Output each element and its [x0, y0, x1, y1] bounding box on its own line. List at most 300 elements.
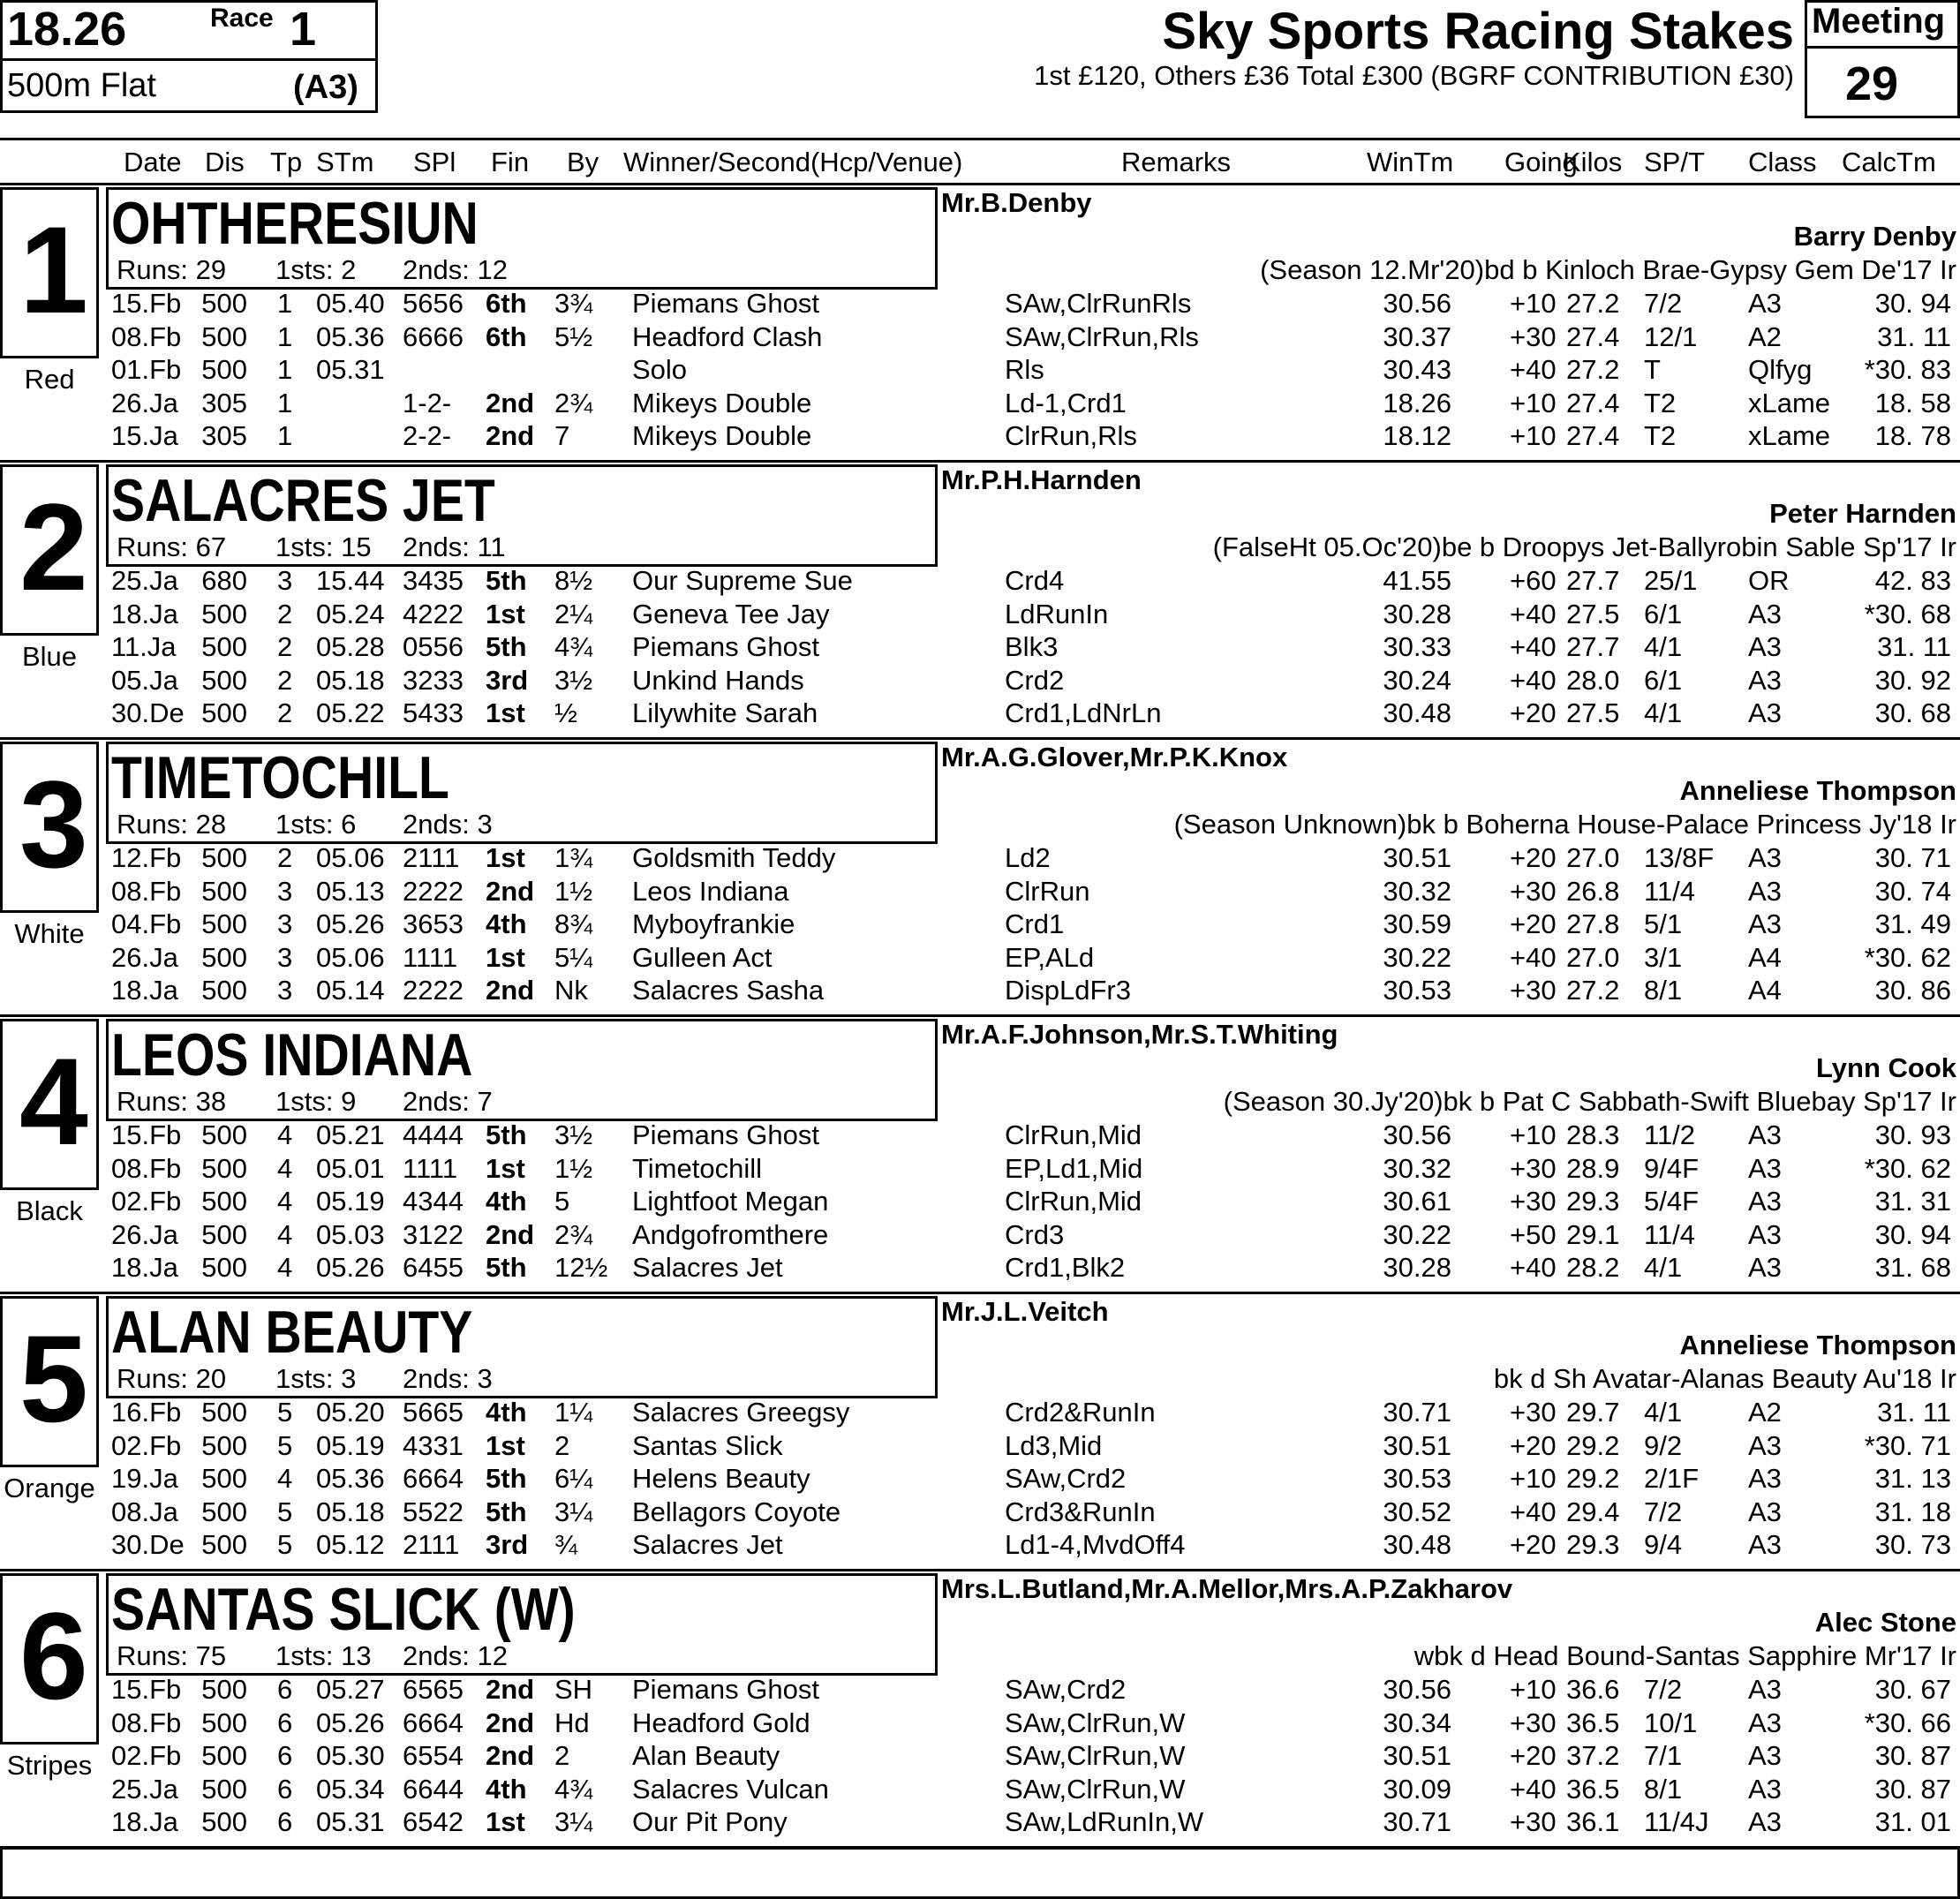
- form-calc-time: 31. 11: [1877, 631, 1951, 662]
- form-sectional-time: 05.36: [316, 320, 385, 352]
- form-winner-second: Mikeys Double: [632, 420, 812, 451]
- form-date: 08.Ja: [111, 1496, 178, 1527]
- form-trap: 5: [277, 1529, 293, 1560]
- form-going: +40: [1510, 598, 1557, 629]
- form-date: 18.Ja: [111, 1806, 178, 1837]
- form-date: 25.Ja: [111, 1773, 178, 1805]
- form-remarks: Crd1,LdNrLn: [1005, 697, 1162, 728]
- form-distance: 500: [201, 975, 247, 1006]
- form-class: A3: [1748, 1740, 1782, 1771]
- trap-colour: Blue: [21, 641, 78, 672]
- seconds-count: 2nds: 7: [403, 1086, 493, 1117]
- runs-count: Runs: 28: [117, 809, 227, 840]
- form-winning-time: 30.51: [1383, 1740, 1451, 1771]
- form-distance: 500: [201, 288, 247, 319]
- form-sectional-places: 4331: [403, 1429, 464, 1461]
- form-finish: 1st: [486, 941, 525, 973]
- breeding: (Season 30.Jy'20)bk b Pat C Sabbath-Swift Bluebay Sp'17 Ir: [1223, 1086, 1956, 1117]
- form-finish: 2nd: [486, 387, 535, 418]
- form-date: 30.De: [111, 697, 185, 728]
- form-going: +30: [1510, 975, 1557, 1006]
- form-finish: 5th: [486, 1463, 527, 1494]
- form-winner-second: Gulleen Act: [632, 941, 773, 973]
- form-sectional-time: 05.28: [316, 631, 385, 662]
- firsts-count: 1sts: 9: [275, 1086, 357, 1117]
- form-remarks: Blk3: [1005, 631, 1059, 662]
- form-calc-time: *30. 83: [1864, 354, 1951, 385]
- form-date: 26.Ja: [111, 941, 178, 973]
- form-going: +40: [1510, 1252, 1557, 1283]
- form-kilos: 27.4: [1566, 387, 1620, 418]
- firsts-count: 1sts: 3: [275, 1363, 357, 1394]
- form-starting-price: T: [1644, 354, 1661, 385]
- form-distance-beaten: 2: [554, 1740, 570, 1771]
- form-starting-price: 2/1F: [1644, 1463, 1700, 1494]
- form-date: 02.Fb: [111, 1429, 182, 1461]
- trap-number: 5: [19, 1309, 88, 1448]
- form-finish: 6th: [486, 288, 527, 319]
- form-kilos: 36.5: [1566, 1707, 1620, 1738]
- form-starting-price: 9/4F: [1644, 1152, 1700, 1184]
- form-class: A3: [1748, 664, 1782, 696]
- form-winner-second: Headford Clash: [632, 320, 823, 352]
- form-calc-time: 30. 73: [1874, 1529, 1951, 1560]
- form-going: +10: [1510, 288, 1557, 319]
- breeding: bk d Sh Avatar-Alanas Beauty Au'18 Ir: [1493, 1363, 1956, 1394]
- form-sectional-time: 05.26: [316, 908, 385, 939]
- form-date: 26.Ja: [111, 387, 178, 418]
- form-sectional-places: 6455: [403, 1252, 464, 1283]
- form-finish: 1st: [486, 697, 525, 728]
- form-sectional-time: 05.36: [316, 1463, 385, 1494]
- form-finish: 6th: [486, 320, 527, 352]
- form-remarks: Ld3,Mid: [1005, 1429, 1103, 1461]
- meeting-label: Meeting: [1812, 2, 1946, 41]
- dog-name: LEOS INDIANA: [111, 1021, 473, 1089]
- form-distance: 500: [201, 1674, 247, 1705]
- form-trap: 6: [277, 1674, 293, 1705]
- form-winner-second: Headford Gold: [632, 1707, 810, 1738]
- runs-count: Runs: 38: [117, 1086, 227, 1117]
- form-sectional-places: 4344: [403, 1186, 464, 1217]
- form-kilos: 28.9: [1566, 1152, 1620, 1184]
- col-remarks-header: Remarks: [1121, 147, 1232, 177]
- owner: Mr.P.H.Harnden: [941, 464, 1142, 495]
- form-distance-beaten: 1½: [554, 875, 593, 907]
- form-sectional-places: 2222: [403, 975, 464, 1006]
- form-distance-beaten: 3¼: [554, 1806, 593, 1837]
- form-calc-time: 31. 49: [1874, 908, 1951, 939]
- runner-top-rule: [0, 183, 1960, 185]
- form-distance-beaten: Nk: [554, 975, 588, 1006]
- form-starting-price: 5/4F: [1644, 1186, 1700, 1217]
- trap-colour: Orange: [4, 1473, 95, 1503]
- form-distance-beaten: 2¾: [554, 1218, 593, 1250]
- form-date: 26.Ja: [111, 1218, 178, 1250]
- form-winning-time: 30.33: [1383, 631, 1451, 662]
- form-calc-time: 30. 92: [1874, 664, 1951, 696]
- form-distance: 500: [201, 1252, 247, 1283]
- form-winner-second: Solo: [632, 354, 688, 385]
- form-distance: 500: [201, 1152, 247, 1184]
- owner: Mr.A.G.Glover,Mr.P.K.Knox: [941, 742, 1288, 772]
- form-distance: 305: [201, 387, 247, 418]
- form-distance: 500: [201, 598, 247, 629]
- form-starting-price: 7/2: [1644, 1674, 1683, 1705]
- form-class: A3: [1748, 1252, 1782, 1283]
- form-sectional-time: 05.27: [316, 1674, 385, 1705]
- form-distance: 500: [201, 1496, 247, 1527]
- form-sectional-time: 05.21: [316, 1119, 385, 1150]
- form-class: A2: [1748, 320, 1782, 352]
- form-kilos: 28.0: [1566, 664, 1620, 696]
- form-date: 16.Fb: [111, 1397, 182, 1428]
- form-date: 25.Ja: [111, 565, 178, 596]
- form-finish: 4th: [486, 1773, 527, 1805]
- form-distance-beaten: 6¼: [554, 1463, 593, 1494]
- form-going: +30: [1510, 1397, 1557, 1428]
- form-trap: 4: [277, 1152, 293, 1184]
- form-winner-second: Helens Beauty: [632, 1463, 810, 1494]
- form-winner-second: Goldsmith Teddy: [632, 842, 836, 873]
- form-remarks: LdRunIn: [1005, 598, 1109, 629]
- form-distance: 500: [201, 1186, 247, 1217]
- form-finish: 4th: [486, 908, 527, 939]
- form-winning-time: 30.34: [1383, 1707, 1451, 1738]
- form-sectional-places: 1111: [403, 941, 458, 973]
- form-remarks: SAw,ClrRunRls: [1005, 288, 1192, 319]
- trap-number: 2: [19, 478, 88, 616]
- form-trap: 2: [277, 631, 293, 662]
- seconds-count: 2nds: 3: [403, 1363, 493, 1394]
- col-tp-header: Tp: [270, 147, 303, 177]
- form-distance-beaten: 4¾: [554, 631, 593, 662]
- form-class: A3: [1748, 1429, 1782, 1461]
- form-going: +50: [1510, 1218, 1557, 1250]
- form-date: 04.Fb: [111, 908, 182, 939]
- form-winner-second: Santas Slick: [632, 1429, 783, 1461]
- form-class: A4: [1748, 941, 1782, 973]
- form-winning-time: 30.56: [1383, 1674, 1451, 1705]
- form-going: +40: [1510, 1496, 1557, 1527]
- breeding: (Season 12.Mr'20)bd b Kinloch Brae-Gypsy Gem De'17 Ir: [1260, 254, 1956, 285]
- form-distance: 500: [201, 1397, 247, 1428]
- form-calc-time: 30. 86: [1874, 975, 1951, 1006]
- form-starting-price: 9/2: [1644, 1429, 1683, 1461]
- form-winner-second: Bellagors Coyote: [632, 1496, 841, 1527]
- form-calc-time: 31. 13: [1874, 1463, 1951, 1494]
- form-sectional-time: 05.19: [316, 1186, 385, 1217]
- form-sectional-time: 05.06: [316, 941, 385, 973]
- col-by-header: By: [567, 147, 599, 177]
- form-calc-time: 30. 67: [1874, 1674, 1951, 1705]
- trap-number: 4: [19, 1032, 88, 1171]
- form-remarks: Ld2: [1005, 842, 1051, 873]
- form-trap: 6: [277, 1740, 293, 1771]
- form-trap: 2: [277, 664, 293, 696]
- race-number: 1: [290, 3, 317, 56]
- form-class: A3: [1748, 1496, 1782, 1527]
- form-starting-price: 7/1: [1644, 1740, 1683, 1771]
- form-winning-time: 30.59: [1383, 908, 1451, 939]
- form-class: A4: [1748, 975, 1782, 1006]
- trainer: Lynn Cook: [1815, 1052, 1956, 1083]
- dog-name: TIMETOCHILL: [111, 744, 449, 811]
- form-trap: 2: [277, 842, 293, 873]
- form-date: 19.Ja: [111, 1463, 178, 1494]
- form-starting-price: 10/1: [1644, 1707, 1698, 1738]
- form-sectional-time: 05.30: [316, 1740, 385, 1771]
- runs-count: Runs: 75: [117, 1640, 227, 1671]
- seconds-count: 2nds: 3: [403, 809, 493, 840]
- form-remarks: ClrRun,Mid: [1005, 1186, 1142, 1217]
- trainer: Peter Harnden: [1769, 498, 1956, 529]
- owner: Mr.A.F.Johnson,Mr.S.T.Whiting: [941, 1019, 1338, 1050]
- form-distance: 500: [201, 320, 247, 352]
- form-distance-beaten: 2: [554, 1429, 570, 1461]
- form-class: A3: [1748, 1674, 1782, 1705]
- form-starting-price: 11/4: [1644, 875, 1696, 907]
- form-winning-time: 30.28: [1383, 598, 1451, 629]
- form-going: +20: [1510, 1740, 1557, 1771]
- form-finish: 5th: [486, 631, 527, 662]
- form-sectional-time: 05.01: [316, 1152, 385, 1184]
- form-sectional-places: 3435: [403, 565, 464, 596]
- form-starting-price: 12/1: [1644, 320, 1698, 352]
- form-distance: 305: [201, 420, 247, 451]
- form-winning-time: 30.61: [1383, 1186, 1451, 1217]
- form-winning-time: 30.52: [1383, 1496, 1451, 1527]
- form-finish: 4th: [486, 1397, 527, 1428]
- form-winner-second: Myboyfrankie: [632, 908, 795, 939]
- form-calc-time: 31. 31: [1874, 1186, 1951, 1217]
- form-date: 30.De: [111, 1529, 185, 1560]
- trap-number: 6: [19, 1586, 88, 1725]
- form-date: 11.Ja: [111, 631, 177, 662]
- form-winning-time: 30.48: [1383, 1529, 1451, 1560]
- seconds-count: 2nds: 12: [403, 1640, 508, 1671]
- form-sectional-places: 6644: [403, 1773, 464, 1805]
- form-distance: 500: [201, 1463, 247, 1494]
- form-class: A3: [1748, 1529, 1782, 1560]
- form-calc-time: 30. 94: [1874, 1218, 1951, 1250]
- form-winning-time: 30.32: [1383, 875, 1451, 907]
- form-going: +30: [1510, 1707, 1557, 1738]
- form-calc-time: 42. 83: [1874, 565, 1951, 596]
- form-trap: 5: [277, 1397, 293, 1428]
- form-distance: 500: [201, 1529, 247, 1560]
- form-winning-time: 30.51: [1383, 842, 1451, 873]
- form-sectional-places: 5522: [403, 1496, 464, 1527]
- form-starting-price: 11/2: [1644, 1119, 1696, 1150]
- form-date: 15.Ja: [111, 420, 178, 451]
- form-sectional-places: 6542: [403, 1806, 464, 1837]
- form-finish: 2nd: [486, 1674, 535, 1705]
- form-trap: 4: [277, 1463, 293, 1494]
- race-title: Sky Sports Racing Stakes: [1162, 3, 1794, 60]
- col-stm-header: STm: [316, 147, 374, 177]
- form-kilos: 27.7: [1566, 631, 1620, 662]
- dog-name: OHTHERESIUN: [111, 190, 479, 257]
- form-going: +60: [1510, 565, 1557, 596]
- form-going: +40: [1510, 664, 1557, 696]
- form-distance: 500: [201, 908, 247, 939]
- runner-top-rule: [0, 1292, 1960, 1294]
- form-date: 05.Ja: [111, 664, 178, 696]
- trainer: Alec Stone: [1814, 1607, 1956, 1638]
- form-remarks: Crd1: [1005, 908, 1065, 939]
- form-calc-time: 30. 94: [1874, 288, 1951, 319]
- form-starting-price: 13/8F: [1644, 842, 1715, 873]
- form-distance-beaten: 7: [554, 420, 570, 451]
- form-trap: 3: [277, 941, 293, 973]
- form-calc-time: *30. 62: [1864, 1152, 1951, 1184]
- firsts-count: 1sts: 6: [275, 809, 357, 840]
- form-distance-beaten: 4¾: [554, 1773, 593, 1805]
- form-kilos: 29.2: [1566, 1429, 1620, 1461]
- form-finish: 1st: [486, 1152, 525, 1184]
- form-kilos: 29.2: [1566, 1463, 1620, 1494]
- form-winner-second: Mikeys Double: [632, 387, 812, 418]
- form-finish: 1st: [486, 1806, 525, 1837]
- form-date: 18.Ja: [111, 598, 178, 629]
- form-winning-time: 18.12: [1383, 420, 1451, 451]
- form-sectional-time: 05.31: [316, 1806, 385, 1837]
- form-sectional-places: 6664: [403, 1707, 464, 1738]
- form-winner-second: Lilywhite Sarah: [632, 697, 818, 728]
- form-trap: 3: [277, 565, 293, 596]
- form-kilos: 36.1: [1566, 1806, 1620, 1837]
- form-winner-second: Salacres Sasha: [632, 975, 825, 1006]
- breeding: wbk d Head Bound-Santas Sapphire Mr'17 Ir: [1413, 1640, 1956, 1671]
- form-remarks: ClrRun,Rls: [1005, 420, 1137, 451]
- form-distance: 500: [201, 1429, 247, 1461]
- form-date: 15.Fb: [111, 1674, 182, 1705]
- trainer: Barry Denby: [1793, 221, 1956, 252]
- form-winning-time: 30.56: [1383, 1119, 1451, 1150]
- form-starting-price: T2: [1644, 387, 1677, 418]
- form-class: A3: [1748, 875, 1782, 907]
- form-winning-time: 30.24: [1383, 664, 1451, 696]
- runner-top-rule: [0, 737, 1960, 740]
- form-trap: 3: [277, 975, 293, 1006]
- owner: Mr.J.L.Veitch: [941, 1296, 1109, 1327]
- form-starting-price: 6/1: [1644, 598, 1683, 629]
- form-starting-price: 6/1: [1644, 664, 1683, 696]
- form-distance-beaten: 3½: [554, 1119, 593, 1150]
- form-date: 18.Ja: [111, 975, 178, 1006]
- col-spl-header: SPl: [413, 147, 456, 177]
- trainer: Anneliese Thompson: [1679, 1330, 1956, 1360]
- form-winner-second: Geneva Tee Jay: [632, 598, 830, 629]
- meeting-number: 29: [1845, 57, 1899, 110]
- form-class: A3: [1748, 1218, 1782, 1250]
- form-distance: 500: [201, 697, 247, 728]
- footer-box: [0, 1847, 1960, 1899]
- dog-name: SANTAS SLICK (W): [111, 1576, 576, 1643]
- form-winner-second: Lightfoot Megan: [632, 1186, 829, 1217]
- form-calc-time: 31. 68: [1874, 1252, 1951, 1283]
- form-winner-second: Andgofromthere: [632, 1218, 829, 1250]
- form-winning-time: 30.71: [1383, 1806, 1451, 1837]
- form-finish: 4th: [486, 1186, 527, 1217]
- form-starting-price: 8/1: [1644, 975, 1683, 1006]
- firsts-count: 1sts: 13: [275, 1640, 372, 1671]
- form-winner-second: Our Pit Pony: [632, 1806, 788, 1837]
- form-calc-time: *30. 68: [1864, 598, 1951, 629]
- form-winner-second: Piemans Ghost: [632, 1119, 819, 1150]
- form-remarks: Crd4: [1005, 565, 1065, 596]
- form-sectional-time: 05.19: [316, 1429, 385, 1461]
- form-distance-beaten: 2¼: [554, 598, 593, 629]
- form-distance: 500: [201, 1119, 247, 1150]
- form-date: 02.Fb: [111, 1186, 182, 1217]
- breeding: (FalseHt 05.Oc'20)be b Droopys Jet-Ballyrobin Sable Sp'17 Ir: [1212, 531, 1956, 562]
- form-kilos: 27.5: [1566, 697, 1620, 728]
- form-distance-beaten: 1¼: [554, 1397, 593, 1428]
- form-starting-price: 3/1: [1644, 941, 1683, 973]
- form-going: +10: [1510, 420, 1557, 451]
- form-kilos: 27.2: [1566, 288, 1620, 319]
- form-going: +10: [1510, 1119, 1557, 1150]
- form-trap: 1: [277, 354, 293, 385]
- form-remarks: DispLdFr3: [1005, 975, 1131, 1006]
- form-class: A3: [1748, 1186, 1782, 1217]
- form-class: A3: [1748, 1806, 1782, 1837]
- form-calc-time: 30. 87: [1874, 1740, 1951, 1771]
- form-winning-time: 30.22: [1383, 941, 1451, 973]
- form-distance: 680: [201, 565, 247, 596]
- form-going: +10: [1510, 1674, 1557, 1705]
- form-finish: 2nd: [486, 975, 535, 1006]
- form-sectional-time: 05.18: [316, 1496, 385, 1527]
- form-winning-time: 18.26: [1383, 387, 1451, 418]
- form-calc-time: 18. 78: [1874, 420, 1951, 451]
- form-trap: 1: [277, 288, 293, 319]
- form-going: +20: [1510, 697, 1557, 728]
- form-remarks: SAw,ClrRun,W: [1005, 1740, 1186, 1771]
- form-calc-time: *30. 66: [1864, 1707, 1951, 1738]
- form-winner-second: Unkind Hands: [632, 664, 804, 696]
- form-winner-second: Piemans Ghost: [632, 288, 819, 319]
- form-going: +20: [1510, 908, 1557, 939]
- form-sectional-time: 05.13: [316, 875, 385, 907]
- form-remarks: EP,Ld1,Mid: [1005, 1152, 1143, 1184]
- form-winner-second: Leos Indiana: [632, 875, 789, 907]
- breeding: (Season Unknown)bk b Boherna House-Palace Princess Jy'18 Ir: [1173, 809, 1956, 840]
- form-distance: 500: [201, 1740, 247, 1771]
- form-distance: 500: [201, 1806, 247, 1837]
- col-going-header: Going: [1504, 147, 1578, 177]
- form-remarks: SAw,ClrRun,Rls: [1005, 320, 1199, 352]
- col-dis-header: Dis: [205, 147, 245, 177]
- form-going: +40: [1510, 631, 1557, 662]
- form-trap: 5: [277, 1429, 293, 1461]
- owner: Mr.B.Denby: [941, 187, 1092, 218]
- form-winning-time: 30.43: [1383, 354, 1451, 385]
- form-remarks: Ld1-4,MvdOff4: [1005, 1529, 1186, 1560]
- form-calc-time: 31. 11: [1877, 1397, 1951, 1428]
- form-date: 15.Fb: [111, 1119, 182, 1150]
- form-sectional-time: 05.26: [316, 1252, 385, 1283]
- form-distance: 500: [201, 1707, 247, 1738]
- form-starting-price: 4/1: [1644, 1397, 1683, 1428]
- form-winner-second: Our Supreme Sue: [632, 565, 853, 596]
- form-going: +30: [1510, 1152, 1557, 1184]
- form-class: xLame: [1748, 420, 1831, 451]
- form-going: +30: [1510, 875, 1557, 907]
- form-date: 02.Fb: [111, 1740, 182, 1771]
